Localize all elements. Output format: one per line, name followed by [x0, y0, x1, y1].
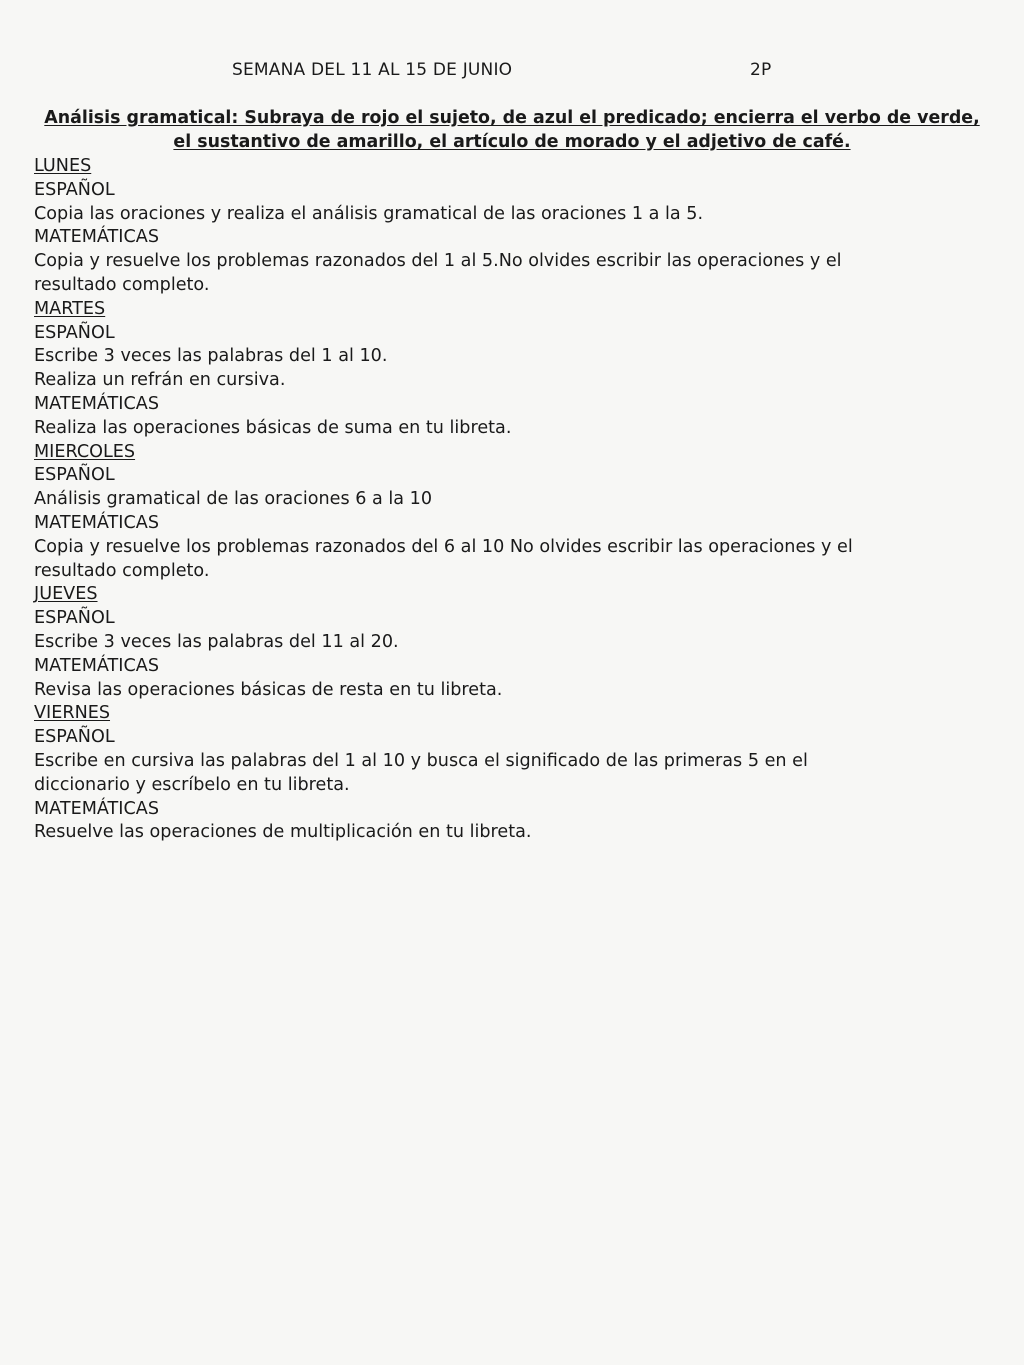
subject-heading: ESPAÑOL	[34, 727, 115, 748]
subject-heading: ESPAÑOL	[34, 322, 115, 343]
task-line: resultado completo.	[34, 274, 210, 295]
task-line: Copia las oraciones y realiza el análisis gramatical de las oraciones 1 a la 5.	[34, 203, 704, 224]
subject-heading: ESPAÑOL	[34, 465, 115, 486]
day-heading-miercoles: MIERCOLES	[34, 441, 136, 462]
subject-heading: MATEMÁTICAS	[34, 512, 159, 533]
task-line: Análisis gramatical de las oraciones 6 a la 10	[34, 489, 433, 510]
task-line: Escribe 3 veces las palabras del 1 al 10.	[34, 346, 388, 367]
subject-heading: MATEMÁTICAS	[34, 798, 159, 819]
task-line: Escribe en cursiva las palabras del 1 al 10 y busca el significado de las primeras 5 en el	[34, 750, 808, 771]
subject-heading: MATEMÁTICAS	[34, 393, 159, 414]
group-label: 2P	[750, 60, 772, 80]
weekly-schedule	[34, 155, 994, 845]
subject-heading: MATEMÁTICAS	[34, 227, 159, 248]
instruction-line: Análisis gramatical: Subraya de rojo el sujeto, de azul el predicado; encierra el verbo de verde,	[44, 108, 980, 128]
subject-heading: MATEMÁTICAS	[34, 655, 159, 676]
day-heading-viernes: VIERNES	[34, 703, 111, 724]
task-line: Copia y resuelve los problemas razonados del 6 al 10 No olvides escribir las operaciones y el	[34, 536, 853, 557]
week-title: SEMANA DEL 11 AL 15 DE JUNIO	[232, 60, 513, 80]
subject-heading: ESPAÑOL	[34, 179, 115, 200]
task-line: Revisa las operaciones básicas de resta en tu libreta.	[34, 679, 503, 700]
day-heading-jueves: JUEVES	[34, 584, 98, 605]
task-line: Escribe 3 veces las palabras del 11 al 20.	[34, 631, 399, 652]
subject-heading: ESPAÑOL	[34, 608, 115, 629]
day-heading-lunes: LUNES	[34, 156, 92, 176]
task-line: diccionario y escríbelo en tu libreta.	[34, 774, 350, 795]
document-header	[0, 60, 1024, 84]
instruction-line: el sustantivo de amarillo, el artículo de morado y el adjetivo de café.	[173, 132, 851, 152]
task-line: Realiza un refrán en cursiva.	[34, 370, 286, 391]
task-line: Resuelve las operaciones de multiplicación en tu libreta.	[34, 822, 532, 843]
grammar-instruction	[30, 106, 994, 154]
day-heading-martes: MARTES	[34, 298, 106, 319]
task-line: Copia y resuelve los problemas razonados del 1 al 5.No olvides escribir las operaciones y el	[34, 251, 842, 272]
task-line: Realiza las operaciones básicas de suma en tu libreta.	[34, 417, 512, 438]
task-line: resultado completo.	[34, 560, 210, 581]
